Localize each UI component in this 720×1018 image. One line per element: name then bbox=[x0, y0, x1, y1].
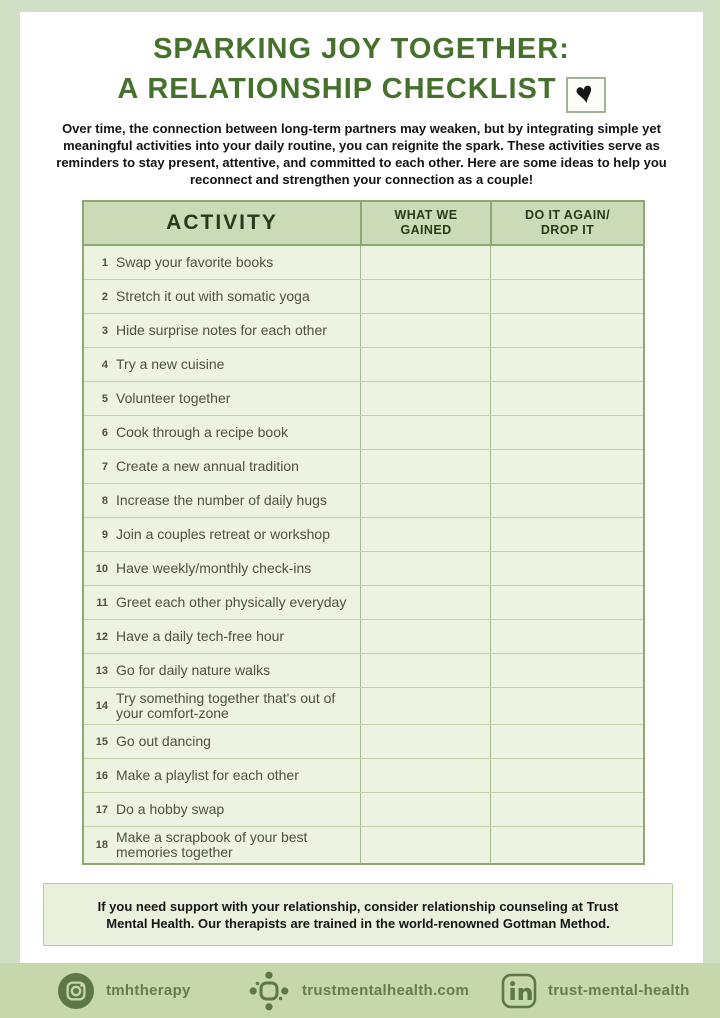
activity-label: Go out dancing bbox=[116, 733, 211, 749]
activity-cell bbox=[84, 450, 360, 483]
table-row bbox=[84, 347, 643, 381]
table-row bbox=[84, 619, 643, 653]
what-we-gained-cell[interactable] bbox=[360, 484, 490, 517]
do-it-again-cell[interactable] bbox=[490, 620, 643, 653]
activity-cell bbox=[84, 688, 360, 724]
activity-cell bbox=[84, 484, 360, 517]
activity-cell bbox=[84, 827, 360, 863]
instagram-icon bbox=[57, 972, 95, 1010]
row-number: 6 bbox=[101, 426, 108, 439]
what-we-gained-cell[interactable] bbox=[360, 725, 490, 758]
do-it-again-cell[interactable] bbox=[490, 280, 643, 313]
support-note-text: If you need support with your relationship, consider relationship counseling at Trust Mental Health. Our therapists are trained in the world-renowned Gottman Method. bbox=[97, 898, 619, 931]
table-row bbox=[84, 279, 643, 313]
do-it-again-cell[interactable] bbox=[490, 793, 643, 826]
activity-cell bbox=[84, 552, 360, 585]
what-we-gained-cell[interactable] bbox=[360, 688, 490, 724]
activity-cell bbox=[84, 759, 360, 792]
do-it-again-cell[interactable] bbox=[490, 586, 643, 619]
do-it-again-cell[interactable] bbox=[490, 246, 643, 279]
what-we-gained-cell[interactable] bbox=[360, 246, 490, 279]
table-row bbox=[84, 758, 643, 792]
what-we-gained-cell[interactable] bbox=[360, 518, 490, 551]
row-number: 7 bbox=[101, 460, 108, 473]
what-we-gained-cell[interactable] bbox=[360, 586, 490, 619]
row-number: 10 bbox=[95, 562, 108, 575]
do-it-again-cell[interactable] bbox=[490, 314, 643, 347]
do-it-again-cell[interactable] bbox=[490, 654, 643, 687]
what-we-gained-cell[interactable] bbox=[360, 654, 490, 687]
website-link[interactable] bbox=[247, 969, 469, 1013]
activity-label: Cook through a recipe book bbox=[116, 424, 288, 440]
table-row bbox=[84, 449, 643, 483]
activity-label: Make a scrapbook of your best memories together bbox=[116, 829, 308, 860]
what-we-gained-cell[interactable] bbox=[360, 450, 490, 483]
row-number: 13 bbox=[95, 664, 108, 677]
activity-cell bbox=[84, 246, 360, 279]
what-we-gained-cell[interactable] bbox=[360, 348, 490, 381]
activity-checklist-table bbox=[82, 200, 645, 865]
activity-label: Stretch it out with somatic yoga bbox=[116, 288, 310, 304]
instagram-link[interactable] bbox=[57, 972, 191, 1010]
what-we-gained-cell[interactable] bbox=[360, 552, 490, 585]
activity-label: Join a couples retreat or workshop bbox=[116, 526, 330, 542]
table-row bbox=[84, 551, 643, 585]
do-it-again-cell[interactable] bbox=[490, 450, 643, 483]
table-row bbox=[84, 381, 643, 415]
page-title-line2 bbox=[20, 69, 703, 113]
what-we-gained-cell[interactable] bbox=[360, 759, 490, 792]
do-it-again-cell[interactable] bbox=[490, 484, 643, 517]
activity-label: Have a daily tech-free hour bbox=[116, 628, 285, 644]
what-we-gained-cell[interactable] bbox=[360, 280, 490, 313]
do-it-again-cell[interactable] bbox=[490, 382, 643, 415]
table-row bbox=[84, 517, 643, 551]
table-row bbox=[84, 415, 643, 449]
activity-label: Try something together that's out of your comfort-zone bbox=[116, 690, 336, 721]
activity-cell bbox=[84, 654, 360, 687]
row-number: 5 bbox=[101, 392, 108, 405]
activity-cell bbox=[84, 518, 360, 551]
linkedin-icon bbox=[501, 973, 537, 1009]
what-we-gained-cell[interactable] bbox=[360, 620, 490, 653]
table-row bbox=[84, 585, 643, 619]
activity-cell bbox=[84, 280, 360, 313]
do-it-again-cell[interactable] bbox=[490, 348, 643, 381]
row-number: 14 bbox=[95, 700, 108, 712]
what-we-gained-cell[interactable] bbox=[360, 382, 490, 415]
activity-label: Try a new cuisine bbox=[116, 356, 225, 372]
row-number: 18 bbox=[95, 839, 108, 851]
table-row bbox=[84, 313, 643, 347]
column-header-do-it-again: DO IT AGAIN/ DROP IT bbox=[490, 202, 643, 244]
row-number: 2 bbox=[101, 290, 108, 303]
row-number: 17 bbox=[95, 803, 108, 816]
support-note-box bbox=[43, 883, 673, 946]
activity-label: Go for daily nature walks bbox=[116, 662, 271, 678]
activity-label: Volunteer together bbox=[116, 390, 231, 406]
table-row bbox=[84, 724, 643, 758]
table-row bbox=[84, 792, 643, 826]
column-header-what-we-gained: WHAT WE GAINED bbox=[360, 202, 490, 244]
table-body bbox=[84, 246, 643, 863]
table-row bbox=[84, 653, 643, 687]
table-row bbox=[84, 826, 643, 863]
what-we-gained-cell[interactable] bbox=[360, 416, 490, 449]
heart-checkbox-icon bbox=[566, 77, 606, 113]
row-number: 1 bbox=[101, 256, 108, 269]
linkedin-handle: trust-mental-health bbox=[548, 982, 690, 999]
row-number: 8 bbox=[101, 494, 108, 507]
activity-label: Greet each other physically everyday bbox=[116, 594, 347, 610]
row-number: 12 bbox=[95, 630, 108, 643]
row-number: 16 bbox=[95, 769, 108, 782]
activity-cell bbox=[84, 382, 360, 415]
row-number: 11 bbox=[96, 596, 108, 609]
title-block bbox=[20, 12, 703, 113]
activity-cell bbox=[84, 620, 360, 653]
activity-label: Increase the number of daily hugs bbox=[116, 492, 327, 508]
what-we-gained-cell[interactable] bbox=[360, 827, 490, 863]
activity-label: Create a new annual tradition bbox=[116, 458, 299, 474]
do-it-again-cell[interactable] bbox=[490, 688, 643, 724]
linkedin-link[interactable] bbox=[501, 973, 690, 1009]
do-it-again-cell[interactable] bbox=[490, 518, 643, 551]
activity-label: Swap your favorite books bbox=[116, 254, 274, 270]
activity-cell bbox=[84, 725, 360, 758]
row-number: 4 bbox=[101, 358, 108, 371]
activity-label: Hide surprise notes for each other bbox=[116, 322, 327, 338]
activity-label: Make a playlist for each other bbox=[116, 767, 299, 783]
row-number: 9 bbox=[101, 528, 108, 541]
table-row bbox=[84, 483, 643, 517]
heart-icon: ♥ bbox=[572, 75, 598, 112]
website-url: trustmentalhealth.com bbox=[302, 982, 470, 999]
trust-mental-health-logo-icon bbox=[247, 969, 291, 1013]
table-row bbox=[84, 687, 643, 724]
activity-cell bbox=[84, 348, 360, 381]
page-title-line1: SPARKING JOY TOGETHER: bbox=[153, 33, 570, 65]
activity-label: Do a hobby swap bbox=[116, 801, 225, 817]
do-it-again-cell[interactable] bbox=[490, 827, 643, 863]
page-title-line2-text: A RELATIONSHIP CHECKLIST bbox=[117, 73, 557, 105]
instagram-handle: tmhtherapy bbox=[106, 982, 191, 999]
row-number: 15 bbox=[95, 735, 108, 748]
do-it-again-cell[interactable] bbox=[490, 552, 643, 585]
what-we-gained-cell[interactable] bbox=[360, 793, 490, 826]
table-row bbox=[84, 246, 643, 279]
what-we-gained-cell[interactable] bbox=[360, 314, 490, 347]
activity-cell bbox=[84, 586, 360, 619]
activity-cell bbox=[84, 416, 360, 449]
footer-band bbox=[0, 963, 720, 1018]
do-it-again-cell[interactable] bbox=[490, 725, 643, 758]
do-it-again-cell[interactable] bbox=[490, 416, 643, 449]
activity-label: Have weekly/monthly check-ins bbox=[116, 560, 312, 576]
activity-cell bbox=[84, 793, 360, 826]
do-it-again-cell[interactable] bbox=[490, 759, 643, 792]
intro-paragraph: Over time, the connection between long-term partners may weaken, but by integrating simple yet meaningful activities into your daily routine, you can reignite the spark. These activities serve as reminders to stay present, attentive, and committed to each other. Here are some ideas to help you reconnect and strengthen your connection as a couple! bbox=[56, 121, 667, 187]
table-header-row bbox=[84, 202, 643, 246]
worksheet-page bbox=[20, 12, 703, 963]
activity-cell bbox=[84, 314, 360, 347]
column-header-activity: ACTIVITY bbox=[166, 211, 278, 234]
row-number: 3 bbox=[101, 324, 108, 337]
